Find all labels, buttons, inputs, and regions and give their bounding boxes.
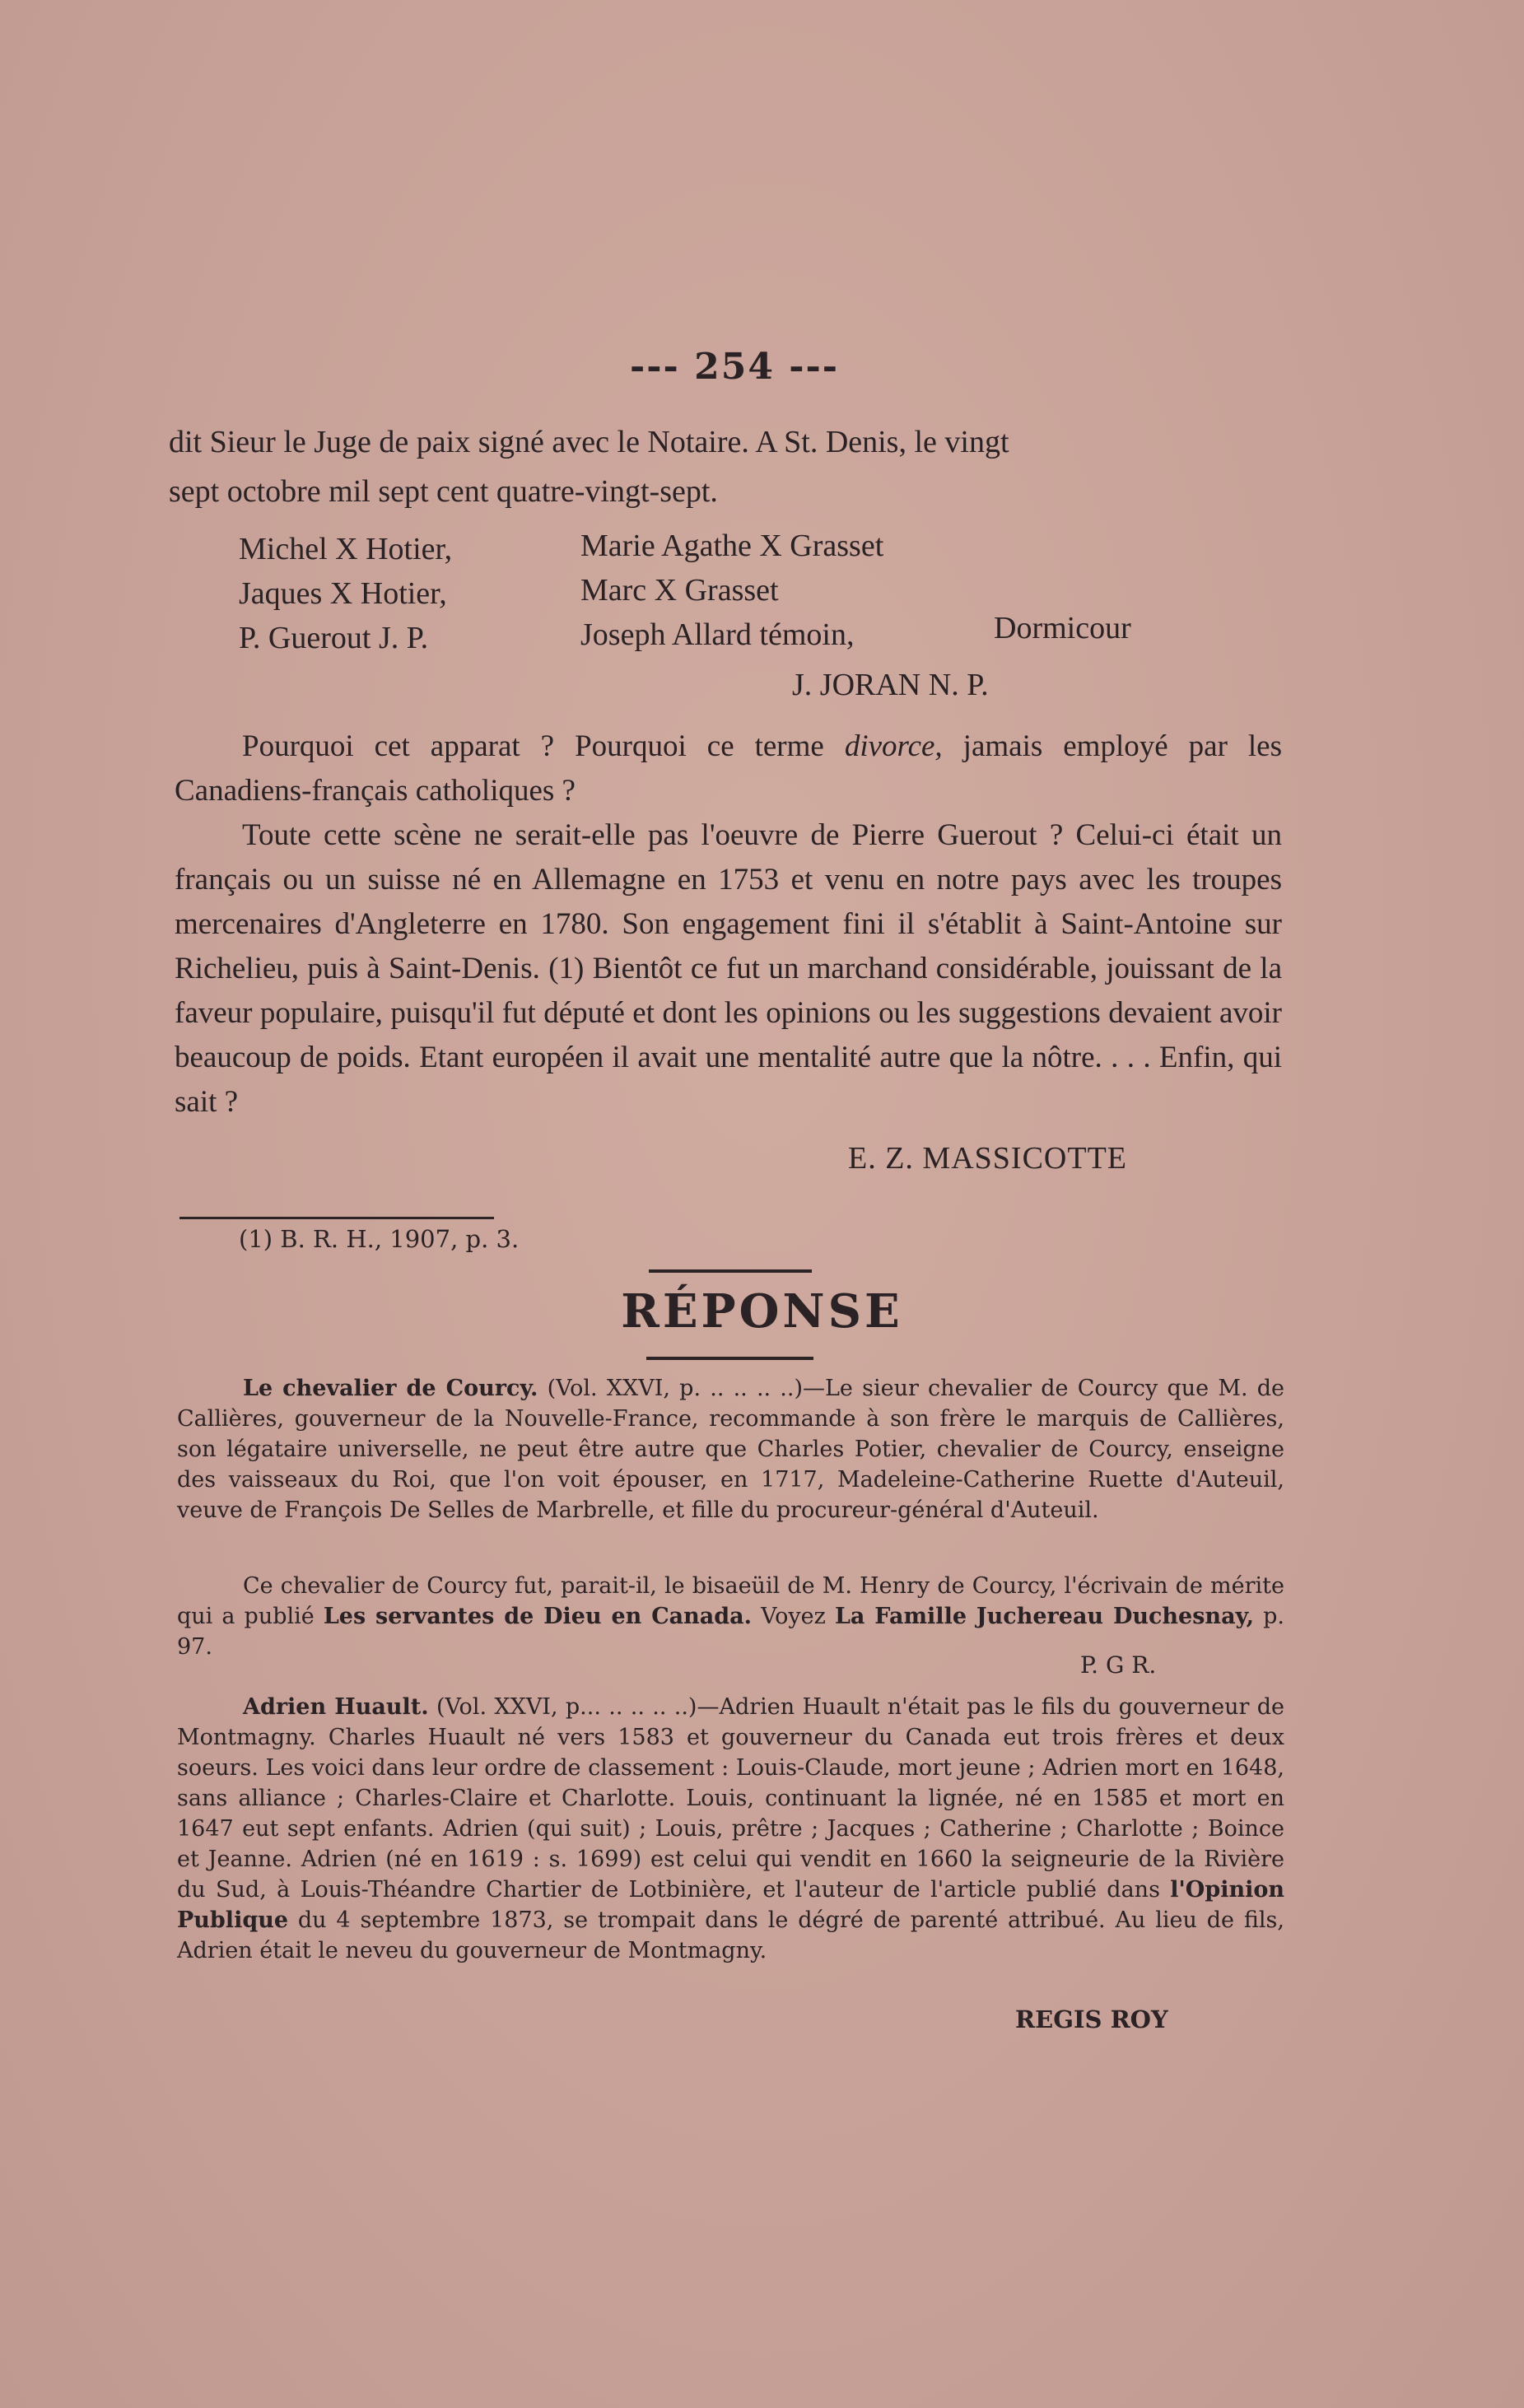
reply-huault-signature: REGIS ROY [1015, 2005, 1168, 2033]
reply-courcy-p2-before: Ce chevalier de Courcy fut, parait-il, le bisaeüil de M. Henry de Courcy, l'écrivain de mérite qui a publié [177, 1573, 1284, 1629]
signature-marc-grasset: Marc X Grasset [580, 573, 779, 608]
reply-huault-heading: Adrien Huault. [243, 1694, 429, 1720]
para1-text-before: Pourquoi cet apparat ? Pourquoi ce terme [242, 729, 845, 763]
reply-courcy-heading: Le chevalier de Courcy. [243, 1376, 538, 1401]
paragraph-1 [175, 724, 1282, 813]
para1-emphasis: divorce, [844, 729, 943, 763]
signature-marie-grasset: Marie Agathe X Grasset [580, 529, 884, 563]
paragraph-2 [175, 813, 1282, 1125]
intro-line-2: sept octobre mil sept cent quatre-vingt-sept. [169, 474, 718, 509]
reply-huault-newspaper: l'Opinion Publique [177, 1877, 1284, 1933]
signature-michel-hotier: Michel X Hotier, [239, 532, 453, 566]
reply-courcy-p2-after: p. 97. [177, 1604, 1285, 1660]
page-number: --- 254 --- [630, 346, 840, 388]
reply-huault [177, 1692, 1284, 1966]
signature-dormicour: Dormicour [994, 611, 1131, 645]
reply-courcy-p2-mid: Voyez [752, 1604, 835, 1629]
title-rule-top [649, 1269, 812, 1273]
reply-courcy-book-1: Les servantes de Dieu en Canada. [323, 1604, 753, 1629]
reply-courcy-signature: P. G R. [1080, 1651, 1157, 1679]
notary-signature: J. JORAN N. P. [792, 668, 989, 702]
para1-text-after: jamais employé par les Canadiens-français catholiques ? [175, 729, 1282, 808]
reply-courcy-book-2: La Famille Juchereau Duchesnay, [834, 1604, 1255, 1629]
para2-text: Toute cette scène ne serait-elle pas l'oeuvre de Pierre Guerout ? Celui-ci était un français ou un suisse né en Allemagne en 1753 et venu en notre pays avec les troupes mercenaires d'Angleterre en 1780. Son engagement fini il s'établit à Saint-Antoine sur Richelieu, puis à Saint-Denis. (1) Bientôt ce fut un marchand considérable, jouissant de la faveur populaire, puisqu'il fut député et dont les opinions ou les suggestions devaient avoir beaucoup de poids. Etant européen il avait une mentalité autre que la nôtre. . . . Enfin, qui sait ? [175, 818, 1282, 1119]
signature-guerout: P. Guerout J. P. [239, 621, 429, 655]
signature-jaques-hotier: Jaques X Hotier, [239, 576, 447, 611]
footnote: (1) B. R. H., 1907, p. 3. [239, 1225, 520, 1253]
title-rule-bottom [646, 1357, 813, 1360]
signature-joseph-allard: Joseph Allard témoin, [580, 617, 855, 652]
reply-courcy [177, 1373, 1284, 1525]
intro-line-1: dit Sieur le Juge de paix signé avec le Notaire. A St. Denis, le vingt [169, 425, 1009, 459]
signature-column-1 [239, 527, 452, 660]
reply-huault-text-after: du 4 septembre 1873, se trompait dans le dégré de parenté attribué. Au lieu de fils, Adrien était le neveu du gouverneur de Montmagny. [177, 1907, 1284, 1963]
reply-courcy-text: (Vol. XXVI, p. .. .. .. ..)—Le sieur chevalier de Courcy que M. de Callières, gouverneur de la Nouvelle-France, recommande à son frère le marquis de Callières, son légataire universelle, ne peut être autre que Charles Potier, chevalier de Courcy, enseigne des vaisseaux du Roi, que l'on voit épouser, en 1717, Madeleine-Catherine Ruette d'Auteuil, veuve de François De Selles de Marbrelle, et fille du procureur-général d'Auteuil. [177, 1376, 1284, 1523]
signature-column-2 [580, 524, 883, 657]
reply-courcy-p2 [177, 1571, 1284, 1662]
author-massicotte: E. Z. MASSICOTTE [848, 1141, 1127, 1176]
footnote-rule [179, 1217, 494, 1219]
section-title: RÉPONSE [621, 1284, 903, 1339]
reply-huault-text-before: (Vol. XXVI, p... .. .. .. ..)—Adrien Huault n'était pas le fils du gouverneur de Montmagny. Charles Huault né vers 1583 et gouverneur du Canada eut trois frères et deux soeurs. Les voici dans leur ordre de classement : Louis-Claude, mort jeune ; Adrien mort en 1648, sans alliance ; Charles-Claire et Charlotte. Louis, continuant la lignée, né en 1585 et mort en 1647 eut sept enfants. Adrien (qui suit) ; Louis, prêtre ; Jacques ; Catherine ; Charlotte ; Boince et Jeanne. Adrien (né en 1619 : s. 1699) est celui qui vendit en 1660 la seigneurie de la Rivière du Sud, à Louis-Théandre Chartier de Lotbinière, et l'auteur de l'article publié dans [177, 1694, 1284, 1903]
